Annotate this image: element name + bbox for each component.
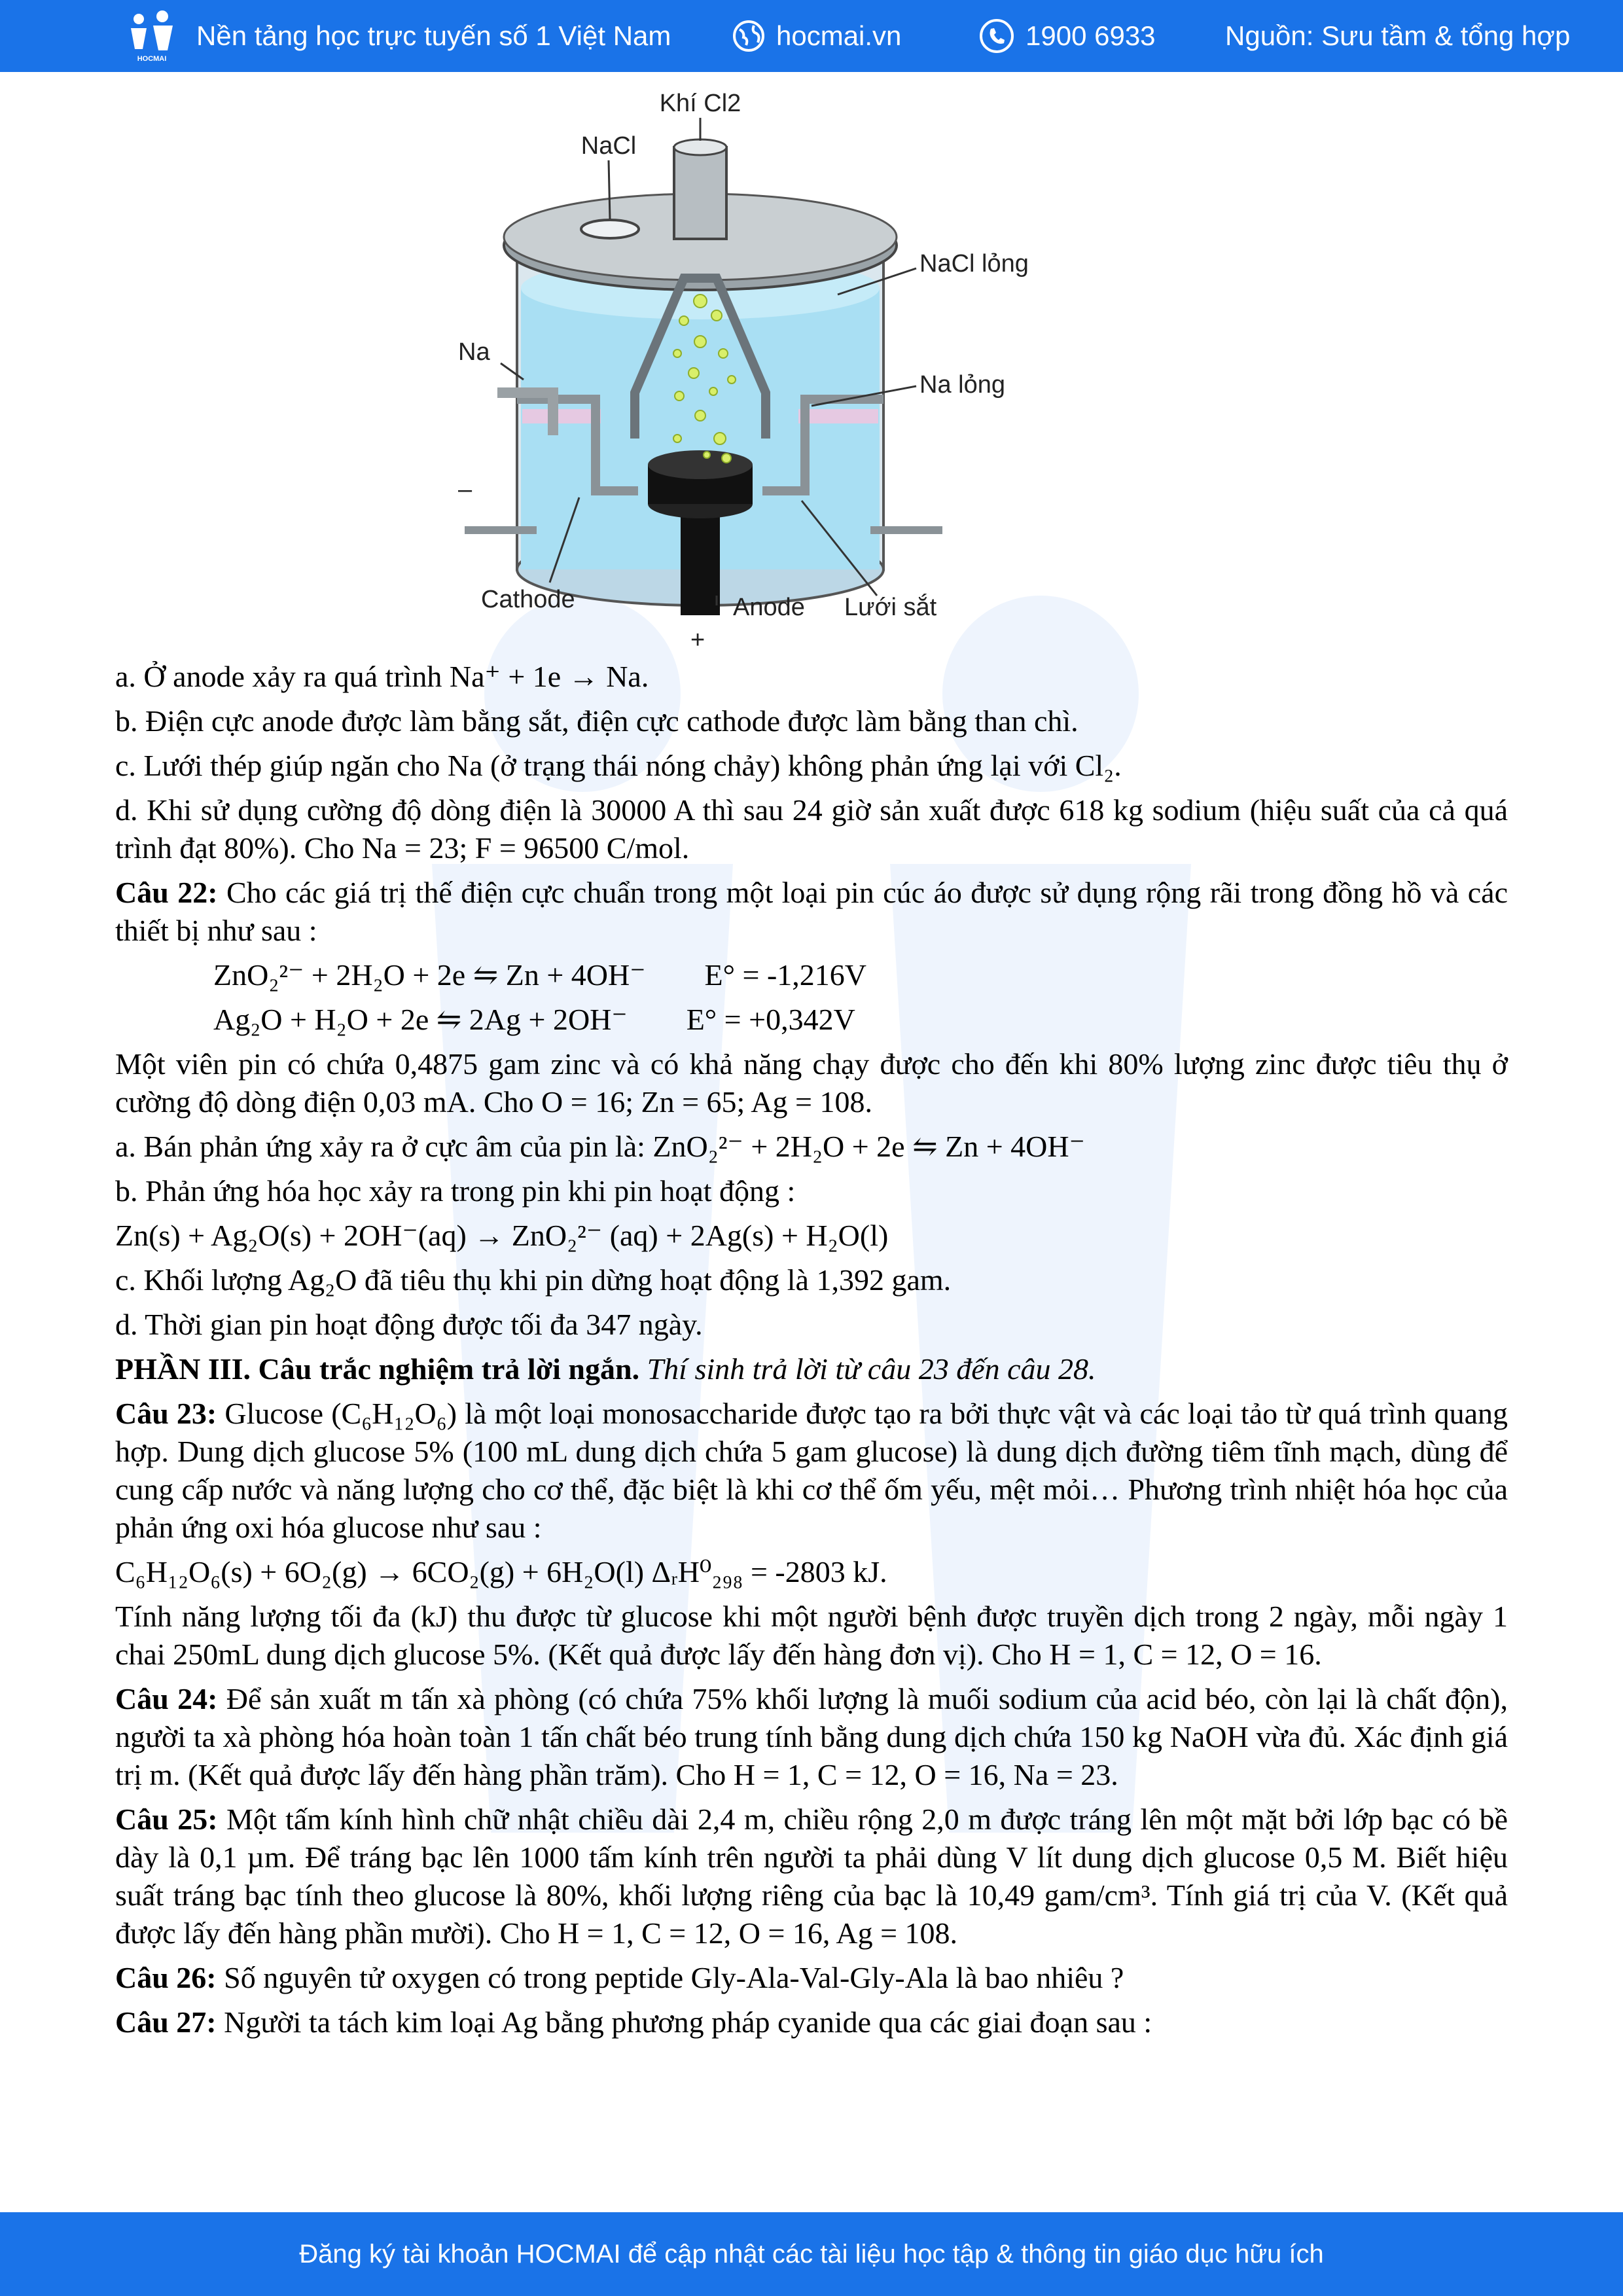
q26-text: Số nguyên tử oxygen có trong peptide Gly-Ala-Val-Gly-Ala là bao nhiêu ? xyxy=(224,1961,1124,1994)
footer-signup-text[interactable]: Đăng ký tài khoản HOCMAI để cập nhật các tài liệu học tập & thông tin giáo dục hữu ích xyxy=(299,2239,1324,2269)
label-nacl: NaCl xyxy=(580,132,637,160)
q21-option-b: b. Điện cực anode được làm bằng sắt, điện cực cathode được làm bằng than chì. xyxy=(115,704,1079,738)
page-footer[interactable] xyxy=(0,2212,1623,2296)
logo-wordmark: HOCMAI xyxy=(137,55,167,63)
phone-link[interactable] xyxy=(978,0,1156,72)
label-sodium-liquid: Na lỏng xyxy=(919,371,1005,399)
page-header xyxy=(0,0,1623,72)
header-tagline: Nền tảng học trực tuyến số 1 Việt Nam xyxy=(196,20,671,51)
q22-option-d: d. Thời gian pin hoạt động được tối đa 347 ngày. xyxy=(115,1308,703,1341)
q21-option-c: c. Lưới thép giúp ngăn cho Na (ở trạng thái nóng chảy) không phản ứng lại với Cl₂. xyxy=(115,749,1122,782)
q23-stem xyxy=(115,1395,1508,1547)
source-text: Nguồn: Sưu tầm & tổng hợp xyxy=(1225,20,1571,51)
q26 xyxy=(115,1959,1508,1997)
q26-label: Câu 26: xyxy=(115,1961,217,1994)
label-chlorine-gas: Khí Cl2 xyxy=(659,90,741,117)
q23-question: Tính năng lượng tối đa (kJ) thu được từ glucose khi một người bệnh được truyền dịch trong 2 ngày, mỗi ngày 1 chai 250mL dung dịch glucose 5%. (Kết quả được lấy đến hàng đơn vị). Cho H = 1, C = 12, O = 16. xyxy=(115,1600,1508,1671)
phone-text: 1900 6933 xyxy=(1026,20,1156,51)
q27-label: Câu 27: xyxy=(115,2005,217,2039)
q22-option-b-equation: Zn(s) + Ag₂O(s) + 2OH⁻(aq) → ZnO₂²⁻ (aq) + 2Ag(s) + H₂O(l) xyxy=(115,1219,889,1252)
q22-eq1-potential: E° = -1,216V xyxy=(704,958,866,992)
part-3-note: Thí sinh trả lời từ câu 23 đến câu 28. xyxy=(647,1352,1096,1386)
q25-label: Câu 25: xyxy=(115,1803,218,1836)
globe-icon xyxy=(732,19,766,53)
website-text: hocmai.vn xyxy=(776,20,902,51)
q27 xyxy=(115,2003,1508,2041)
hocmai-logo[interactable] xyxy=(124,0,179,72)
q22-eq2-reaction: Ag₂O + H₂O + 2e ⇋ 2Ag + 2OH⁻ xyxy=(213,1003,628,1036)
q23-text: Glucose (C₆H₁₂O₆) là một loại monosaccharide được tạo ra bởi thực vật và các loại tảo từ quá trình quang hợp. Dung dịch glucose 5% (100 mL dung dịch chứa 5 gam glucose) là dung dịch đường tiêm tĩnh mạch, dùng để cung cấp nước và năng lượng cho cơ thể, đặc biệt là khi cơ thể ốm yếu, mệt mỏi… Phương trình nhiệt hóa học của phản ứng oxi hóa glucose như sau : xyxy=(115,1397,1508,1544)
q24-label: Câu 24: xyxy=(115,1682,218,1715)
electrolysis-cell-diagram xyxy=(419,72,1073,661)
label-plus-terminal: + xyxy=(690,626,705,654)
label-sodium: Na xyxy=(458,338,490,366)
website-link[interactable] xyxy=(732,0,901,72)
q27-text: Người ta tách kim loại Ag bằng phương pháp cyanide qua các giai đoạn sau : xyxy=(224,2005,1152,2039)
label-nacl-liquid: NaCl lỏng xyxy=(919,250,1029,278)
q22-eq1-reaction: ZnO₂²⁻ + 2H₂O + 2e ⇋ Zn + 4OH⁻ xyxy=(213,958,646,992)
q21-option-d: d. Khi sử dụng cường độ dòng điện là 30000 A thì sau 24 giờ sản xuất được 618 kg sodium (hiệu suất của cả quá trình đạt 80%). Cho Na = 23; F = 96500 C/mol. xyxy=(115,793,1508,865)
label-cathode: Cathode xyxy=(481,586,575,613)
q25-text: Một tấm kính hình chữ nhật chiều dài 2,4 m, chiều rộng 2,0 m được tráng lên một mặt bởi lớp bạc có bề dày là 0,1 µm. Để tráng bạc lên 1000 tấm kính trên người ta phải dùng V lít dung dịch glucose 0,5 M. Biết hiệu suất tráng bạc tính theo glucose là 80%, khối lượng riêng của bạc là 10,49 gam/cm³. Tính giá trị của V. (Kết quả được lấy đến hàng phần mười). Cho H = 1, C = 12, O = 16, Ag = 108. xyxy=(115,1803,1508,1950)
q21-option-a: a. Ở anode xảy ra quá trình Na⁺ + 1e → Na. xyxy=(115,660,649,693)
q22-eq2-potential: E° = +0,342V xyxy=(686,1003,855,1036)
q23-equation: C₆H₁₂O₆(s) + 6O₂(g) → 6CO₂(g) + 6H₂O(l) ΔᵣH⁰₂₉₈ = -2803 kJ. xyxy=(115,1555,887,1588)
nacl-feed-port xyxy=(581,220,639,238)
label-minus-terminal: – xyxy=(458,476,473,503)
q22-stem xyxy=(115,874,1508,950)
q23-label: Câu 23: xyxy=(115,1397,217,1430)
q22-info: Một viên pin có chứa 0,4875 gam zinc và có khả năng chạy được cho đến khi 80% lượng zinc được tiêu thụ ở cường độ dòng điện 0,03 mA. Cho O = 16; Zn = 65; Ag = 108. xyxy=(115,1047,1508,1119)
q22-label: Câu 22: xyxy=(115,876,218,909)
q22-equation-2 xyxy=(115,1001,1508,1039)
document-body xyxy=(115,658,1508,2048)
phone-icon xyxy=(978,18,1015,54)
q22-text: Cho các giá trị thế điện cực chuẩn trong một loại pin cúc áo được sử dụng rộng rãi trong đồng hồ và các thiết bị như sau : xyxy=(115,876,1508,947)
part-3-title: PHẦN III. Câu trắc nghiệm trả lời ngắn. xyxy=(115,1352,640,1386)
q24 xyxy=(115,1680,1508,1794)
q22-option-a: a. Bán phản ứng xảy ra ở cực âm của pin là: ZnO₂²⁻ + 2H₂O + 2e ⇋ Zn + 4OH⁻ xyxy=(115,1130,1085,1163)
q25 xyxy=(115,1801,1508,1952)
q22-option-c: c. Khối lượng Ag₂O đã tiêu thụ khi pin dừng hoạt động là 1,392 gam. xyxy=(115,1263,952,1297)
chlorine-outlet-pipe xyxy=(674,147,726,239)
q22-equation-1 xyxy=(115,956,1508,994)
hocmai-logo-icon xyxy=(124,9,179,63)
part-3-heading xyxy=(115,1350,1508,1388)
q24-text: Để sản xuất m tấn xà phòng (có chứa 75% khối lượng là muối sodium của acid béo, còn lại là chất độn), người ta xà phòng hóa hoàn toàn 1 tấn chất béo trung tính bằng dung dịch chứa 150 kg NaOH vừa đủ. Xác định giá trị m. (Kết quả được lấy đến hàng phần trăm). Cho H = 1, C = 12, O = 16, Na = 23. xyxy=(115,1682,1508,1791)
label-anode: Anode xyxy=(733,594,805,621)
q22-option-b: b. Phản ứng hóa học xảy ra trong pin khi pin hoạt động : xyxy=(115,1174,796,1208)
label-iron-mesh: Lưới sắt xyxy=(844,594,937,621)
